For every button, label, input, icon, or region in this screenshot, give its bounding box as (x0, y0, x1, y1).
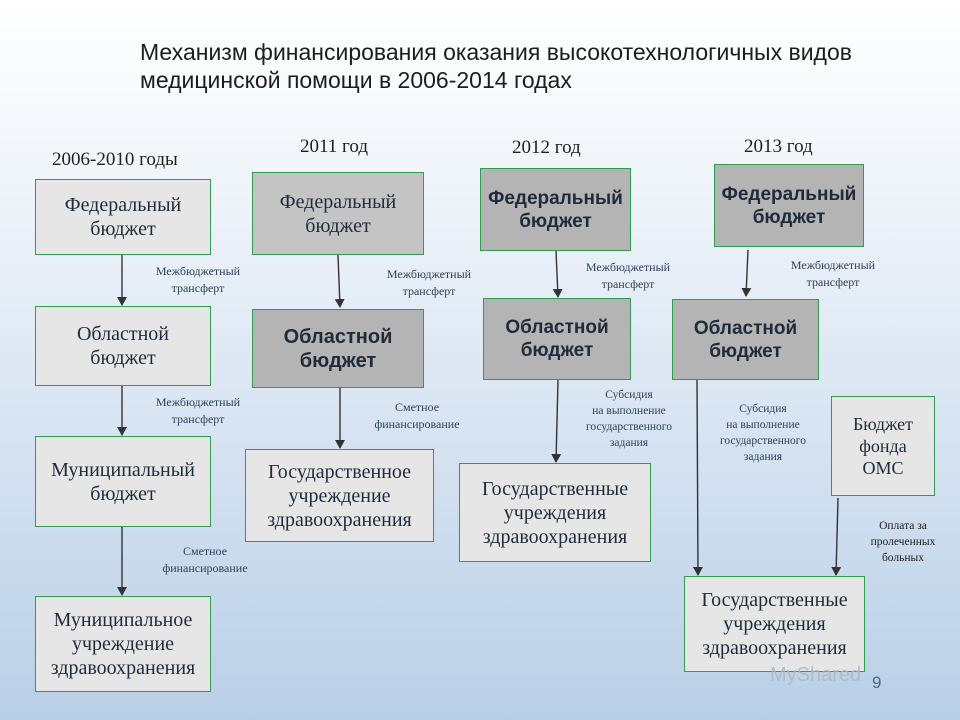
estimate-financing-label-2011: Сметное финансирование (374, 400, 460, 431)
estimate-financing-label-2006: Сметное финансирование (162, 544, 248, 575)
federal-budget-box-2006: Федеральный бюджет (35, 179, 211, 255)
year-header-2013: 2013 год (744, 136, 813, 157)
state-institution-box-2011: Государственное учреждение здравоохранения (245, 449, 434, 542)
federal-budget-box-2012: Федеральный бюджет (480, 168, 631, 251)
year-header-2012: 2012 год (512, 137, 581, 158)
municipal-budget-box-2006: Муниципальный бюджет (35, 436, 211, 527)
arrow-region-to-inst-2012 (556, 380, 558, 462)
state-institutions-box-2012: Государственные учреждения здравоохранения (459, 463, 651, 562)
regional-budget-box-2013: Областной бюджет (672, 299, 819, 380)
state-institutions-box-2013: Государственные учреждения здравоохранения (684, 576, 865, 672)
year-header-2006-2010: 2006-2010 годы (52, 149, 178, 170)
arrow-fed-to-region-2011 (338, 255, 340, 307)
transfer-label-2013: Межбюджетный трансферт (790, 258, 876, 289)
regional-budget-box-2006: Областной бюджет (35, 306, 211, 386)
arrow-fed-to-region-2013 (746, 250, 748, 296)
regional-budget-box-2012: Областной бюджет (483, 298, 631, 380)
page-number: 9 (872, 673, 882, 692)
transfer-label-2012: Межбюджетный трансферт (585, 260, 671, 291)
arrow-oms-to-inst-2013 (836, 498, 838, 575)
transfer-label-2006-b: Межбюджетный трансферт (155, 395, 241, 426)
slide-title: Механизм финансирования оказания высокотехнологичных видов медицинской помощи в 2006-2014 годах (140, 39, 852, 93)
watermark-logo: MyShared (770, 664, 862, 686)
transfer-label-2006-a: Межбюджетный трансферт (155, 264, 241, 295)
payment-label-2013: Оплата за пролеченных больных (870, 520, 936, 564)
subsidy-label-2013: Субсидия на выполнение государственного задания (720, 403, 806, 463)
federal-budget-box-2013: Федеральный бюджет (714, 164, 864, 247)
oms-fund-budget-box-2013: Бюджет фонда ОМС (831, 396, 935, 496)
municipal-institution-box-2006: Муниципальное учреждение здравоохранения (35, 596, 211, 692)
federal-budget-box-2011: Федеральный бюджет (252, 172, 424, 255)
regional-budget-box-2011: Областной бюджет (252, 309, 424, 388)
transfer-label-2011: Межбюджетный трансферт (386, 267, 472, 298)
arrow-fed-to-region-2012 (556, 251, 558, 297)
year-header-2011: 2011 год (300, 136, 368, 157)
subsidy-label-2012: Субсидия на выполнение государственного задания (586, 389, 672, 449)
